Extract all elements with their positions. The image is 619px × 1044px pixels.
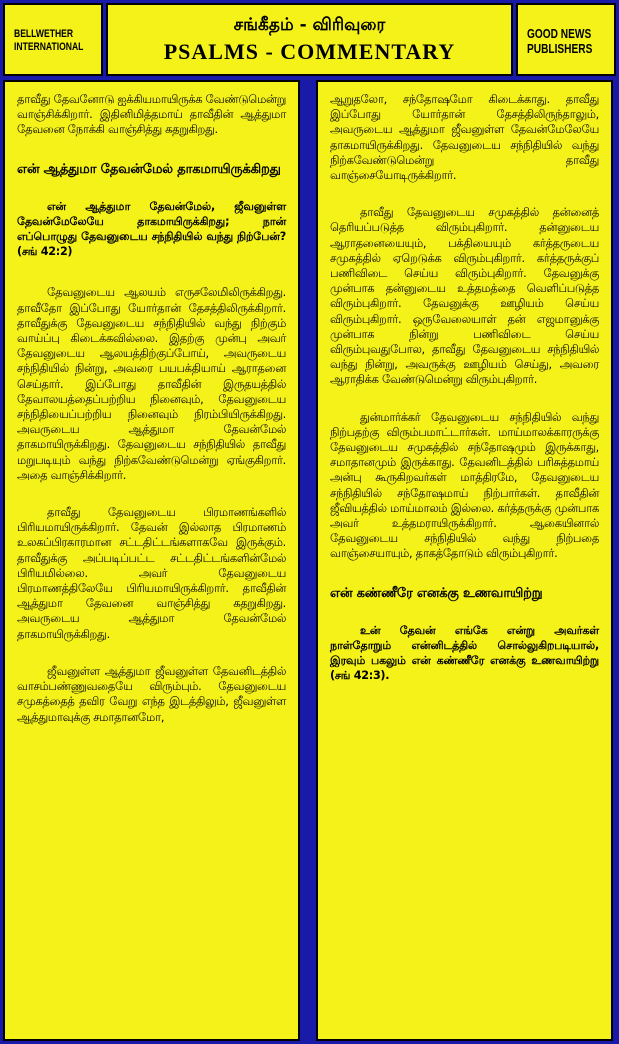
- bellwether-logo: [3, 3, 103, 76]
- left-column: [3, 80, 300, 1041]
- header: [3, 3, 616, 76]
- title-english: PSALMS - COMMENTARY: [163, 38, 456, 64]
- logo-text-line1: BELLWETHER: [14, 27, 74, 40]
- logo-text-line2: PUBLISHERS: [527, 40, 593, 56]
- paragraph: தாவீது தேவனுடைய சமுகத்தில் தன்னைத் தெரியப்படுத்த விரும்புகிறார். தன்னுடைய ஆராதனையையும், பக்தியையும் கர்த்தருடைய சமுகத்தில் ஏறெடுக்க விரும்புகிறார். கர்த்தருக்குப் பணிவிடை செய்ய விரும்புகிறார். தேவனுக்கு முன்பாக தன்னுடைய உத்தமத்தை வெளிப்படுத்த விரும்புகிறார். தேவனுக்கு ஊழியம் செய்ய விரும்புகிறார். ஒருவேலையாள் தன் எஜமானுக்கு முன்பாக நின்று பணிவிடை செய்ய விரும்புவதுபோல, தாவீது தேவனுடைய சந்நிதியில் வந்து நின்று, அவருக்கு ஊழியம் செய்து, அவரை ஆராதிக்க வேண்டுமென்று விரும்புகிறார்.: [330, 205, 599, 387]
- good-news-logo: [516, 3, 616, 76]
- section-heading: என் ஆத்துமா தேவன்மேல் தாகமாயிருக்கிறது: [17, 161, 281, 177]
- paragraph: ஜீவனுள்ள ஆத்துமா ஜீவனுள்ள தேவனிடத்தில் வாசம்பண்ணுவதையே விரும்பும். தேவனுடைய சமுகத்தைத் தவிர வேறு எந்த இடத்திலும், ஜீவனுள்ள ஆத்துமாவுக்கு சமாதானமோ,: [17, 663, 286, 724]
- section-heading: என் கண்ணீரே எனக்கு உணவாயிற்று: [330, 585, 543, 601]
- logo-text-line1: GOOD NEWS: [527, 25, 592, 41]
- paragraph: ஆறுதலோ, சந்தோஷமோ கிடைக்காது. தாவீது இப்போது யோர்தான் தேசத்திலிருந்தாலும், அவருடைய ஆத்துமா ஜீவனுள்ள தேவன்மேலேயே தாகமாயிருக்கிறது. தேவனுடைய சந்நிதியில் வந்து நிற்கவேண்டுமென்று தாவீது வாஞ்சையோடிருக்கிறார்.: [330, 92, 599, 183]
- paragraph: தேவனுடைய ஆலயம் எருசலேமிலிருக்கிறது. தாவீதோ இப்போது யோர்தான் தேசத்திலிருக்கிறார். தாவீதுக்கு தேவனுடைய சந்நிதியில் வந்து நிற்கும் வாய்ப்பு கிடைக்கவில்லை. இதற்கு முன்பு அவர் தேவனுடைய ஆலயத்திற்குப்போய், அவருடைய சந்நிதியில் நின்று, அவரை பயபக்தியாய் ஆராதனை செய்தார். இப்போது தாவீதின் இருதயத்தில் தேவாலயத்தைப்பற்றிய நினைவும், தேவனுடைய சந்நிதியைப்பற்றிய நினைவும் நிரம்பியிருக்கிறது. அவருடைய ஆத்துமா தேவன்மேல் தாகமாயிருக்கிறது. தேவனுடைய சந்நிதியில் தாவீது மறுபடியும் வந்து நிற்கவேண்டுமென்று ஏங்குகிறார். அதை வாஞ்சிக்கிறார்.: [17, 285, 286, 482]
- right-column: [316, 80, 613, 1041]
- paragraph: தாவீது தேவனோடு ஐக்கியமாயிருக்க வேண்டுமென்று வாஞ்சிக்கிறார். இதினிமித்தமாய் தாவீதின் ஆத்துமா தேவனை நோக்கி வாஞ்சித்து கதறுகிறது.: [17, 92, 286, 137]
- title-tamil: சங்கீதம் - விரிவுரை: [233, 14, 386, 35]
- verse-quote: உன் தேவன் எங்கே என்று அவர்கள் நாள்தோறும் என்னிடத்தில் சொல்லுகிறபடியால், இரவும் பகலும் என் கண்ணீரே எனக்கு உணவாயிற்று (சங் 42:3).: [330, 623, 599, 683]
- paragraph: துன்மார்க்கர் தேவனுடைய சந்நிதியில் வந்து நிற்பதற்கு விரும்பமாட்டார்கள். மாய்மாலக்காரருக்கு தேவனுடைய சமுகத்தில் சந்தோஷமும் இருக்காது, சமாதானமும் இருக்காது. தேவனிடத்தில் பரிசுத்தமாய் அன்பு கூருகிறவர்கள் மாத்திரமே, தேவனுடைய சந்நிதியில் சந்தோஷமாய் நிற்பார்கள். தாவீதின் ஜீவியத்தில் மாய்மாலம் இல்லை. கர்த்தருக்கு முன்பாக அவர் உத்தமராயிருக்கிறார். ஆகையினால் தேவனுடைய சந்நிதியில் வந்து நிற்பதை வாஞ்சையாயும், தாகத்தோடும் விரும்புகிறார்.: [330, 409, 599, 561]
- title-box: [106, 3, 513, 76]
- logo-text-line2: INTERNATIONAL: [14, 40, 84, 53]
- verse-quote: என் ஆத்துமா தேவன்மேல், ஜீவனுள்ள தேவன்மேலேயே தாகமாயிருக்கிறது; நான் எப்பொழுது தேவனுடைய சந்நிதியில் வந்து நிற்பேன்? (சங் 42:2): [17, 199, 286, 259]
- paragraph: தாவீது தேவனுடைய பிரமாணங்களில் பிரியமாயிருக்கிறார். தேவன் இல்லாத பிரமாணம் உலகப்பிரகாரமான சட்டதிட்டங்களாகவே இருக்கும். தாவீதுக்கு அப்படிப்பட்ட சட்டதிட்டங்களின்மேல் பிரியமில்லை. அவர் தேவனுடைய பிரமாணத்திலேயே பிரியமாயிருக்கிறார். தாவீதின் ஆத்துமா தேவனை வாஞ்சித்து கதறுகிறது. அவருடைய ஆத்துமா தேவன்மேல் தாகமாயிருக்கிறது.: [17, 505, 286, 641]
